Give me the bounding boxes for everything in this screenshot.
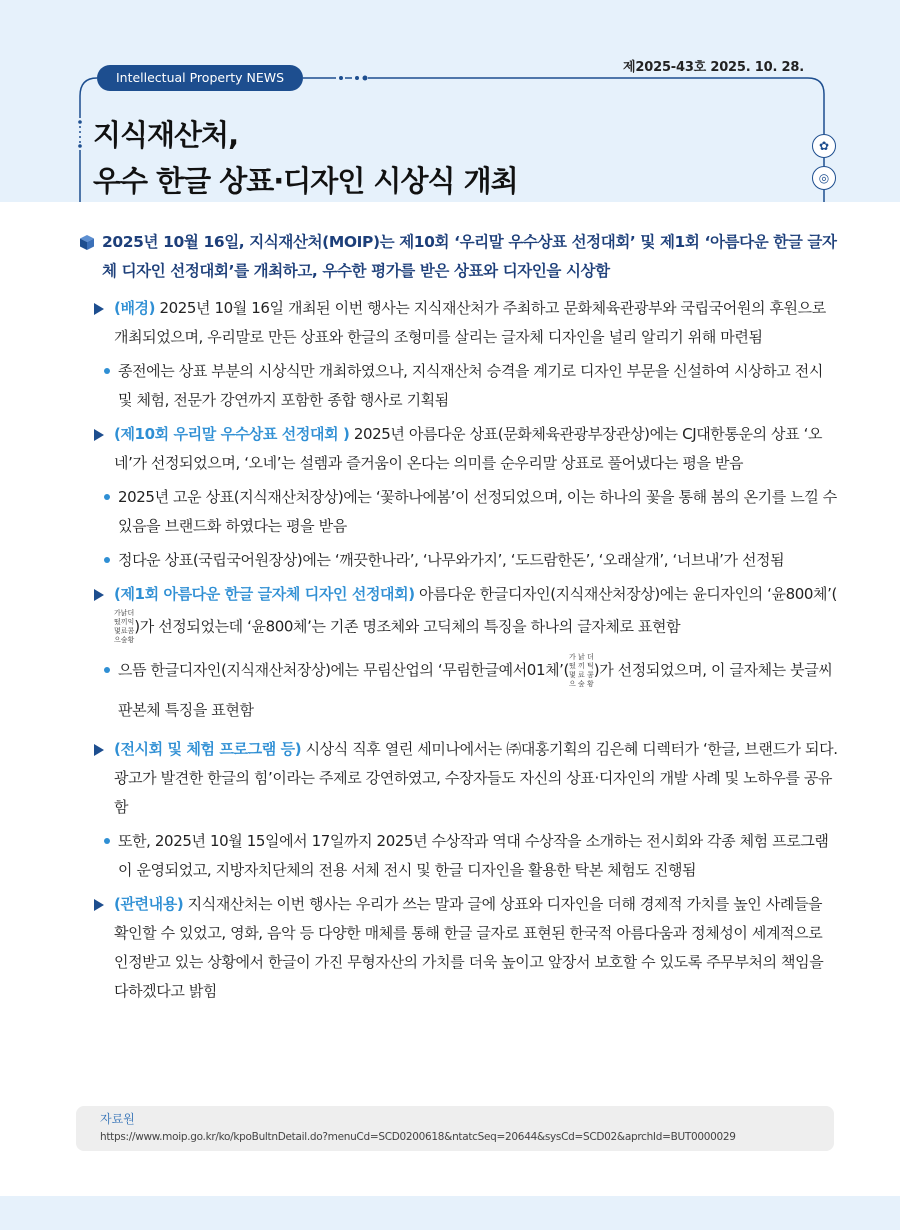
issue-info: 제2025-43호 2025. 10. 28.: [623, 60, 804, 75]
page-title: [93, 112, 518, 204]
bullet-text: 종전에는 상표 부분의 시상식만 개최하였으나, 지식재산처 승격을 계기로 디자인 부문을 신설하여 시상하고 전시 및 체험, 전문가 강연까지 포함한 종합 행사로 기획됨: [118, 362, 823, 409]
title-line-1: 지식재산처,: [93, 118, 239, 152]
lead-text: 2025년 10월 16일, 지식재산처(MOIP)는 제10회 ‘우리말 우수상표 선정대회’ 및 제1회 ‘아름다운 한글 글자체 디자인 선정대회’를 개최하고, 우수한 평가를 받은 상표와 디자인을 시상함: [102, 233, 837, 280]
font-sample-glyphs: 가낡더 떴끼익 몇료콤 으숲황: [114, 609, 135, 644]
title-line-2: 우수 한글 상표·디자인 시상식 개최: [93, 164, 518, 198]
bullet-text: 정다운 상표(국립국어원장상)에는 ‘깨끗한나라’, ‘나무와가지’, ‘도드람한돈’, ‘오래살개’, ‘너브내’가 선정됨: [118, 551, 785, 569]
footer-band: [0, 1196, 900, 1230]
section-trademark: [80, 420, 840, 478]
section-related: [80, 890, 840, 1006]
bullet-text: 또한, 2025년 10월 15일에서 17일까지 2025년 수상작과 역대 수상작을 소개하는 전시회와 각종 체험 프로그램이 운영되었고, 지방자치단체의 전용 서체 전시 및 한글 디자인을 활용한 탁본 체험도 진행됨: [118, 832, 829, 879]
section-font-design: [80, 580, 840, 645]
section-text: 2025년 아름다운 상표(문화체육관광부장관상)에는 CJ대한통운의 상표 ‘오네’가 선정되었으며, ‘오네’는 설렘과 즐거움이 온다는 의미를 순우리말 상표로 풀어냈다는 평을 받음: [114, 425, 823, 472]
section-tag: (배경): [114, 299, 156, 317]
list-item: [80, 546, 840, 575]
section-exhibition: [80, 735, 840, 822]
lead-summary: [80, 228, 840, 286]
section-text: )가 선정되었는데 ‘윤800체’는 기존 명조체와 고딕체의 특징을 하나의 글자체로 표현함: [134, 617, 681, 636]
arrow-bullet-icon: [94, 303, 104, 315]
section-tag: (제10회 우리말 우수상표 선정대회 ): [114, 425, 350, 443]
bullet-text: 2025년 고운 상표(지식재산처장상)에는 ‘꽃하나에봄’이 선정되었으며, 이는 하나의 꽃을 통해 봄의 온기를 느낄 수 있음을 브랜드화 하였다는 평을 받음: [118, 488, 837, 535]
section-text: 아름다운 한글디자인(지식재산처장상)에는 윤디자인의 ‘윤800체’(: [414, 585, 837, 603]
source-label: 자료원: [100, 1112, 135, 1126]
source-box: [76, 1106, 834, 1151]
list-item: [80, 650, 840, 730]
dot-bullet-icon: [104, 494, 110, 500]
flower-icon: ✿: [812, 134, 836, 158]
arrow-bullet-icon: [94, 589, 104, 601]
list-item: [80, 357, 840, 415]
font-sample-glyphs: 가 낡 더 떴 끼 틱 몇 료 콤 으 숲 황: [569, 652, 594, 688]
globe-icon: ◎: [812, 166, 836, 190]
bullet-text: 으뜸 한글디자인(지식재산처장상)에는 무림산업의 ‘무림한글예서01체’(: [118, 661, 570, 679]
bullet-text: )가 선정되었으며, 이 글자체는 붓글씨 판본체 특징을 표현함: [118, 661, 833, 719]
dot-bullet-icon: [104, 368, 110, 374]
section-tag: (제1회 아름다운 한글 글자체 디자인 선정대회): [114, 585, 415, 603]
section-background: [80, 294, 840, 352]
dot-bullet-icon: [104, 557, 110, 563]
section-text: 지식재산처는 이번 행사는 우리가 쓰는 말과 글에 상표와 디자인을 더해 경제적 가치를 높인 사례들을 확인할 수 있었고, 영화, 음악 등 다양한 매체를 통해 한글 글자로 표현된 한국적 아름다움과 정체성이 세계적으로 인정받고 있는 상황에서 한글이 가진 무형자산의 가치를 더욱 높이고 앞장서 보호할 수 있도록 주무부처의 책임을 다하겠다고 밝힘: [114, 895, 824, 1000]
newsletter-name-badge: Intellectual Property NEWS: [97, 65, 303, 91]
section-text: 2025년 10월 16일 개최된 이번 행사는 지식재산처가 주최하고 문화체육관광부와 국립국어원의 후원으로 개최되었으며, 우리말로 만든 상표와 한글의 조형미를 살리는 글자체 디자인을 널리 알리기 위해 마련됨: [114, 299, 826, 346]
article-body: [80, 228, 840, 1011]
section-tag: (관련내용): [114, 895, 184, 913]
arrow-bullet-icon: [94, 429, 104, 441]
section-text: 시상식 직후 열린 세미나에서는 ㈜대홍기획의 김은혜 디렉터가 ‘한글, 브랜드가 되다. 광고가 발견한 한글의 힘’이라는 주제로 강연하였고, 수장자들도 자신의 상표·디자인의 개발 사례 및 노하우를 공유함: [114, 740, 838, 816]
dot-bullet-icon: [104, 838, 110, 844]
dot-bullet-icon: [104, 667, 110, 673]
section-tag: (전시회 및 체험 프로그램 등): [114, 740, 302, 758]
arrow-bullet-icon: [94, 899, 104, 911]
list-item: [80, 483, 840, 541]
arrow-bullet-icon: [94, 744, 104, 756]
source-url-link[interactable]: https://www.moip.go.kr/ko/kpoBultnDetail.do?menuCd=SCD0200618&ntatcSeq=20644&sysCd=SCD02&aprchId=BUT0000029: [100, 1131, 736, 1143]
list-item: [80, 827, 840, 885]
cube-bullet-icon: [80, 235, 94, 250]
